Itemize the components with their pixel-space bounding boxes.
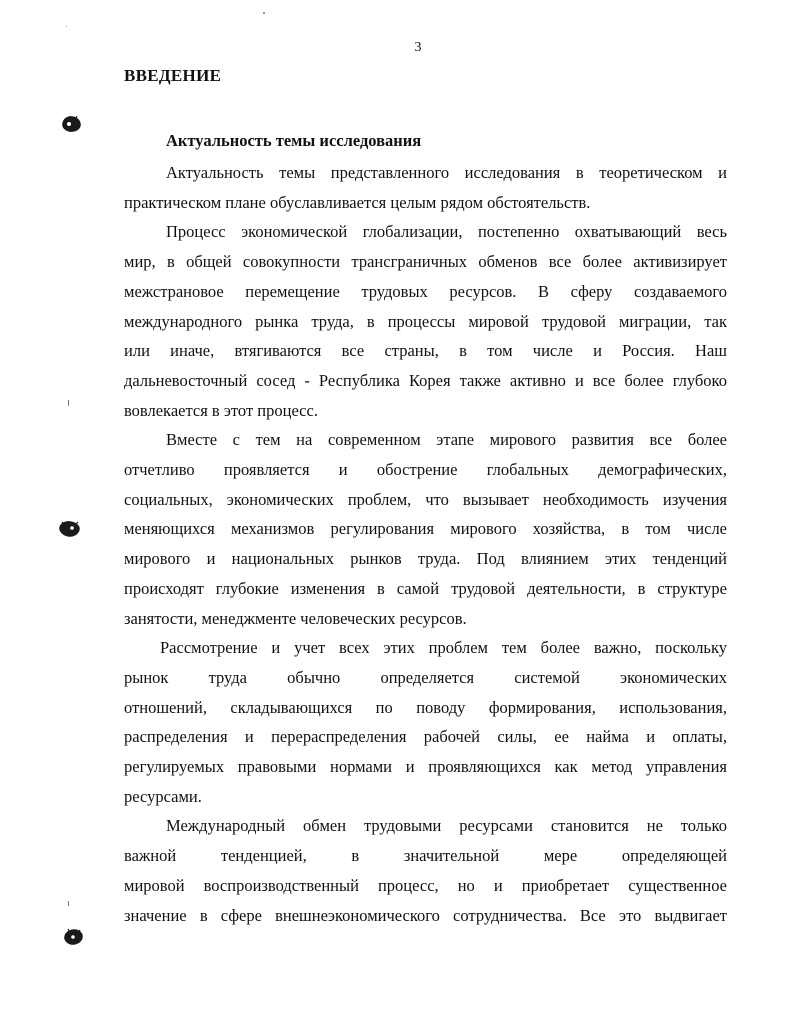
page-heading: ВВЕДЕНИЕ — [124, 66, 222, 85]
text-line: практическом плане обуславливается целым рядом обстоятельств. — [124, 192, 591, 212]
paragraph-1 — [124, 158, 727, 217]
text-line: социальных, экономических проблем, что вызывает необходимость изучения — [124, 489, 727, 509]
text-line: мирового и национальных рынков труда. Под влиянием этих тенденций — [124, 549, 727, 569]
text-line: мировой воспроизводственный процесс, но и приобретает существенное — [124, 875, 727, 895]
page-number: 3 — [414, 40, 422, 55]
paragraph-5 — [124, 811, 727, 930]
text-line: значение в сфере внешнеэкономического сотрудничества. Все это выдвигает — [124, 905, 727, 925]
text-line: важной тенденцией, в значительной мере определяющей — [124, 846, 727, 866]
text-line: Актуальность темы представленного исследования в теоретическом и — [166, 163, 727, 182]
text-line: ресурсами. — [124, 786, 202, 806]
binding-hole-mark-bottom — [62, 927, 86, 947]
paragraph-3 — [124, 425, 727, 633]
text-line: рынок труда обычно определяется системой экономических — [124, 667, 727, 687]
text-line: происходят глубокие изменения в самой трудовой деятельности, в структуре — [124, 578, 727, 598]
text-line: международного рынка труда, в процессы мировой трудовой миграции, так — [124, 311, 727, 331]
text-line: или иначе, втягиваются все страны, в том числе и Россия. Наш — [124, 341, 727, 361]
text-line: вовлекается в этот процесс. — [124, 400, 318, 420]
scan-speck — [68, 400, 69, 406]
scan-speck — [68, 901, 69, 906]
text-line: дальневосточный сосед - Республика Корея также активно и все более глубоко — [124, 370, 727, 390]
text-line: Вместе с тем на современном этапе мирового развития все более — [166, 430, 727, 450]
text-line: Рассмотрение и учет всех этих проблем тем более важно, поскольку — [160, 638, 727, 658]
text-line: межстрановое перемещение трудовых ресурсов. В сферу создаваемого — [124, 281, 727, 301]
paragraph-2 — [124, 217, 727, 425]
text-line: Международный обмен трудовыми ресурсами становится не только — [166, 816, 727, 836]
text-line: мир, в общей совокупности трансграничных обменов все более активизирует — [124, 252, 727, 272]
binding-hole-mark-top — [60, 114, 84, 134]
text-line: меняющихся механизмов регулирования мирового хозяйства, в том числе — [124, 519, 727, 539]
scan-speck — [66, 26, 67, 27]
scan-speck — [263, 12, 265, 14]
text-line: Процесс экономической глобализации, постепенно охватывающий весь — [166, 222, 727, 242]
text-line: регулируемых правовыми нормами и проявляющихся как метод управления — [124, 757, 727, 777]
binding-hole-mark-middle — [58, 519, 82, 539]
body-text — [124, 158, 727, 930]
text-line: отчетливо проявляется и обострение глобальных демографических, — [124, 460, 727, 480]
paragraph-4 — [124, 633, 727, 811]
section-title: Актуальность темы исследования — [166, 131, 422, 150]
text-line: отношений, складывающихся по поводу формирования, использования, — [124, 697, 727, 717]
text-line: распределения и перераспределения рабочей силы, ее найма и оплаты, — [124, 727, 727, 747]
text-line: занятости, менеджменте человеческих ресурсов. — [124, 608, 467, 628]
